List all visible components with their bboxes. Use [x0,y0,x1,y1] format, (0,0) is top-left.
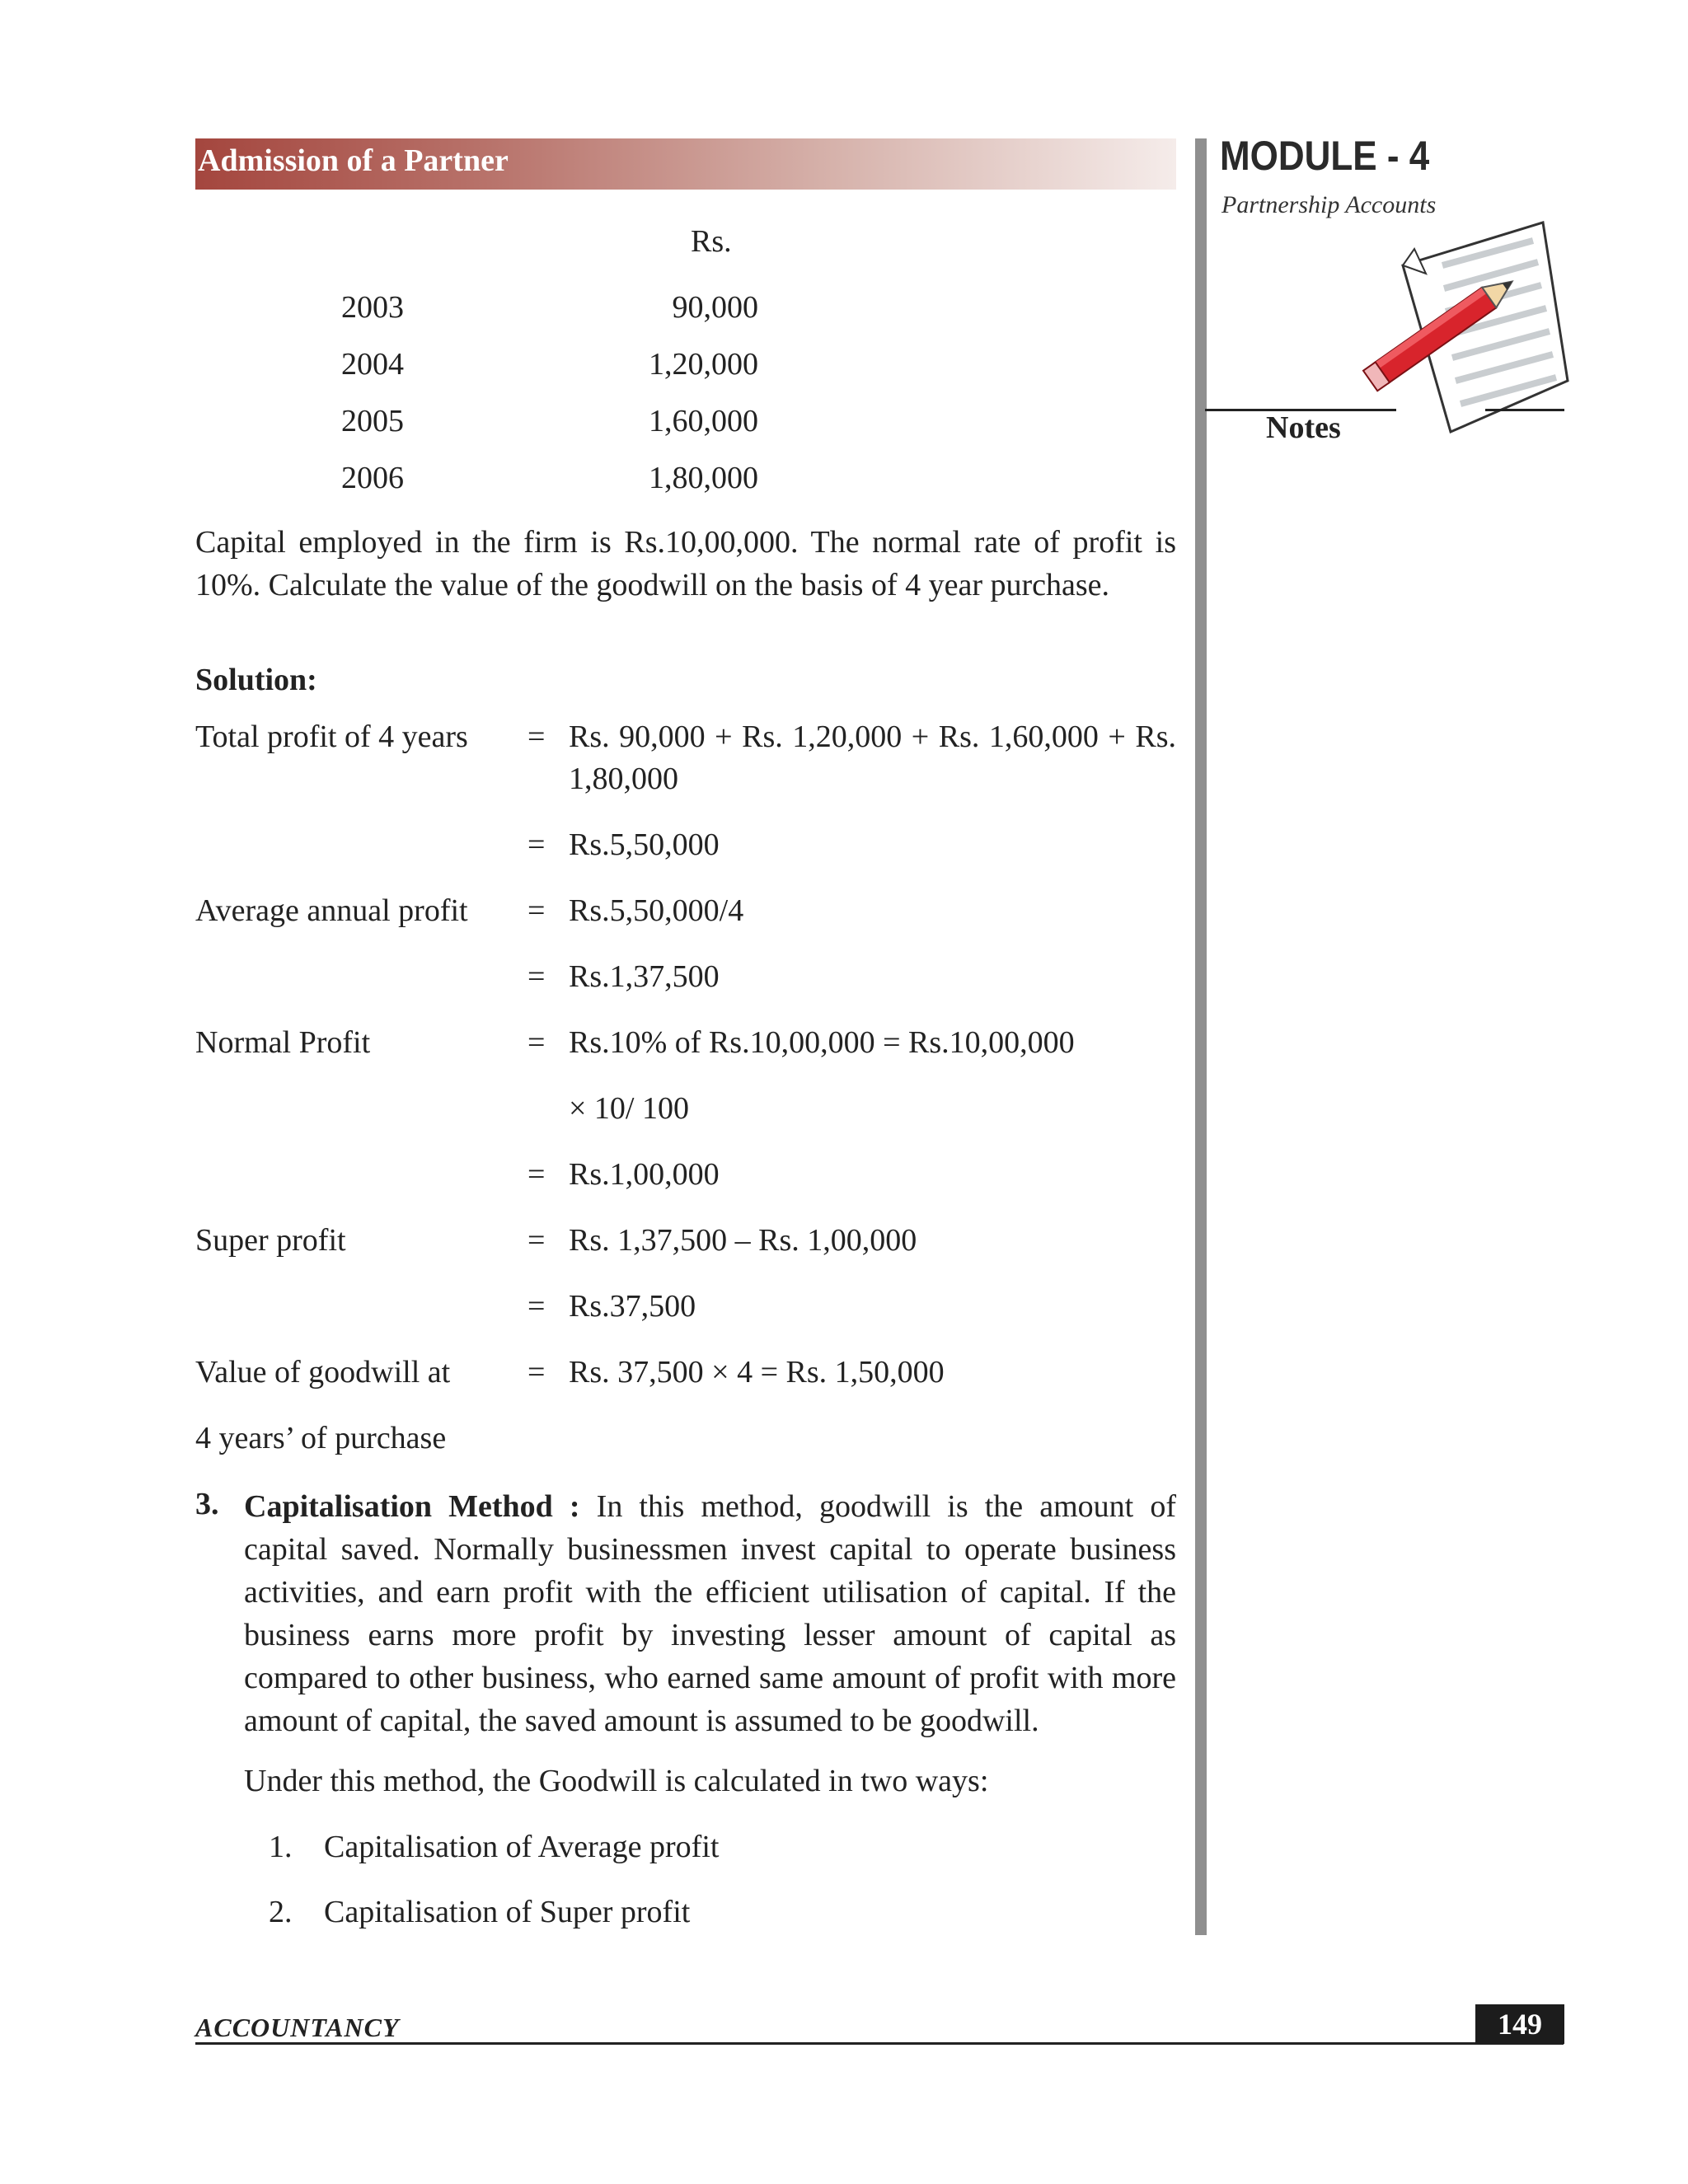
solution-label: Total profit of 4 years [195,719,468,754]
module-title: MODULE - 4 [1220,133,1430,179]
solution-label: Super profit [195,1223,346,1258]
solution-value: Rs.5,50,000/4 [569,893,744,928]
notepad-pencil-icon [1352,216,1574,448]
solution-value: 1,80,000 [569,762,678,796]
method-number: 3. [195,1487,219,1521]
method-text: In this method, goodwill is the amount of capital saved. Normally businessmen invest capital to operate business activities, and earn profit with the efficient utilisation of capital. If the business earns more profit by investing lesser amount of capital as compared to other business, who earned same amount of profit with more amount of capital, the saved amount is assumed to be goodwill. [244,1489,1176,1738]
equals-sign: = [528,719,546,754]
solution-value: × 10/ 100 [569,1091,689,1126]
solution-value: Rs.5,50,000 [569,827,720,862]
table-amount: 1,80,000 [649,461,758,495]
table-year: 2003 [341,290,404,325]
page-number: 149 [1498,2008,1542,2041]
table-year: 2004 [341,347,404,382]
question-text: Capital employed in the firm is Rs.10,00,000. The normal rate of profit is 10%. Calculate the value of the goodwill on the basis of 4 year purchase. [195,525,1176,602]
solution-label: Value of goodwill at [195,1355,451,1390]
method-title: Capitalisation Method : [244,1489,580,1524]
equals-sign: = [528,1223,546,1258]
method-intro: Under this method, the Goodwill is calculated in two ways: [244,1764,989,1798]
solution-value: Rs.1,00,000 [569,1157,720,1192]
equals-sign: = [528,1289,546,1324]
equals-sign: = [528,827,546,862]
equals-sign: = [528,1355,546,1390]
notes-rule-right [1485,409,1564,411]
solution-value: Rs. 37,500 × 4 = Rs. 1,50,000 [569,1355,945,1390]
solution-label: Average annual profit [195,893,468,928]
equals-sign: = [528,1025,546,1060]
solution-heading: Solution: [195,663,317,697]
solution-label: 4 years’ of purchase [195,1421,447,1455]
module-subtitle: Partnership Accounts [1221,191,1437,218]
solution-label: Normal Profit [195,1025,371,1060]
solution-value: Rs. 1,37,500 – Rs. 1,00,000 [569,1223,917,1258]
table-year: 2005 [341,404,404,438]
solution-value: Rs.10% of Rs.10,00,000 = Rs.10,00,000 [569,1025,1075,1060]
footer-rule [195,2042,1564,2045]
table-amount: 90,000 [672,290,758,325]
list-item-number: 1. [269,1830,293,1864]
equals-sign: = [528,959,546,994]
list-item: Capitalisation of Super profit [324,1895,691,1929]
table-amount: 1,60,000 [649,404,758,438]
margin-divider [1195,138,1207,1935]
currency-header: Rs. [691,224,732,259]
equals-sign: = [528,893,546,928]
equals-sign: = [528,1157,546,1192]
list-item: Capitalisation of Average profit [324,1830,720,1864]
solution-value: Rs. 90,000 + Rs. 1,20,000 + Rs. 1,60,000 + Rs. [569,719,1176,754]
footer-subject: ACCOUNTANCY [195,2013,400,2042]
solution-value: Rs.1,37,500 [569,959,720,994]
chapter-title: Admission of a Partner [198,143,509,178]
list-item-number: 2. [269,1895,293,1929]
table-amount: 1,20,000 [649,347,758,382]
notes-label: Notes [1266,410,1341,445]
table-year: 2006 [341,461,404,495]
method-paragraph [244,1485,1176,1742]
solution-value: Rs.37,500 [569,1289,696,1324]
